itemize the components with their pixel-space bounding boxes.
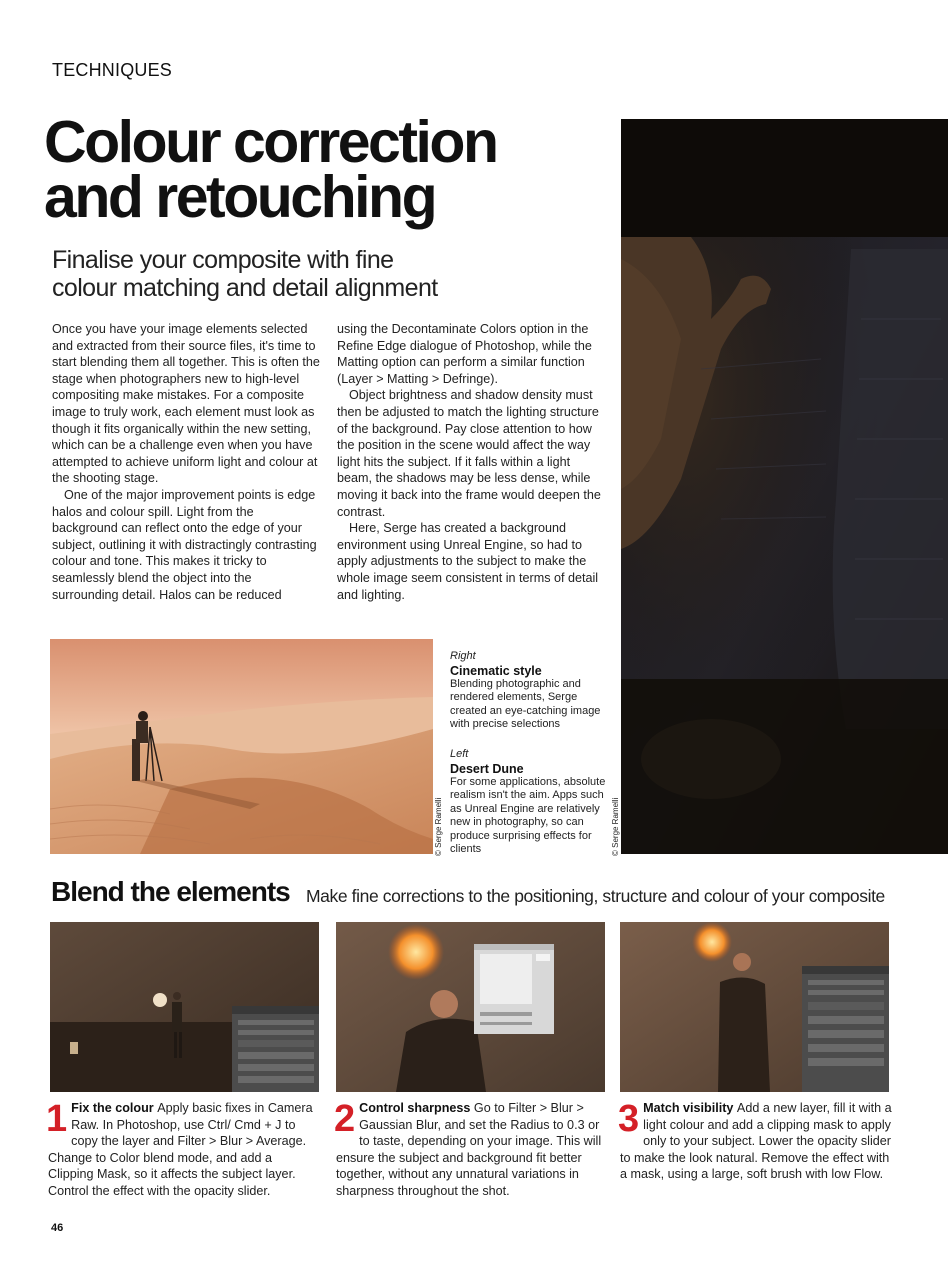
step-2 <box>336 1100 608 1200</box>
page-number: 46 <box>51 1222 64 1234</box>
body-paragraph: Once you have your image elements selected and extracted from their source files, it's time to start blending them all together. This is often the stage when photographers new to high-level compositing make mistakes. For a composite image to truly work, each element must look as though it fits organically within the new setting, which can be a challenge even when you have attempted to achieve uniform light and colour at the shooting stage. <box>52 322 320 486</box>
caption-text: For some applications, absolute realism isn't the aim. Apps such as Unreal Engine are relatively new in photography, so can produce surprising effects for clients <box>450 775 606 855</box>
caption-title: Desert Dune <box>450 761 524 776</box>
photo-credit-desert: © Serge Ramelli <box>434 797 443 856</box>
blend-section-subtitle: Make fine corrections to the positioning, structure and colour of your composite <box>306 886 885 906</box>
body-paragraph: Here, Serge has created a background environment using Unreal Engine, so had to apply adjustments to the subject to make the whole image seem consistent in terms of detail and lighting. <box>337 521 599 602</box>
article-title <box>44 109 604 230</box>
step-number: 2 <box>334 1098 356 1140</box>
step-heading: Control sharpness <box>359 1101 474 1115</box>
body-column-1 <box>52 321 320 603</box>
step-heading: Fix the colour <box>71 1101 158 1115</box>
step-body: Add a new layer, fill it with a light colour and add a clipping mask to apply only to your subject. Lower the opacity slider to make the look natural. Remove the effect with a mask, using a large, soft brush with low Flow. <box>620 1101 892 1182</box>
title-line-1: Colour correction <box>44 109 497 175</box>
step-number: 3 <box>618 1098 640 1140</box>
step-heading: Match visibility <box>643 1101 737 1115</box>
step-1 <box>48 1100 320 1200</box>
body-column-2 <box>337 321 603 603</box>
step-3 <box>620 1100 892 1183</box>
body-paragraph: Object brightness and shadow density must then be adjusted to match the lighting structure of the background. Pay close attention to how the position in the scene would affect the way light hits the subject. If it falls within a light beam, the shadows may be less dense, while moving it back into the frame would deepen the contrast. <box>337 388 601 519</box>
body-paragraph: One of the major improvement points is edge halos and colour spill. Light from the background can reflect onto the edge of your subject, outlining it with distractingly contrasting colour and tone. This makes it tricky to seamlessly blend the object into the surrounding detail. Halos can be reduced <box>52 487 317 602</box>
caption-text: Blending photographic and rendered elements, Serge created an eye-catching image with precise selections <box>450 677 601 730</box>
hero-photo-cinematic <box>621 119 948 854</box>
desert-dune-photo <box>50 639 433 854</box>
section-label: TECHNIQUES <box>52 60 173 80</box>
step-number: 1 <box>46 1098 68 1140</box>
step-body: Go to Filter > Blur > Gaussian Blur, and set the Radius to 0.3 or to taste, depending on your image. This will ensure the subject and background fit better together, without any unnatural variations in sharpness throughout the shot. <box>336 1101 602 1198</box>
blend-section-title: Blend the elements <box>51 876 290 907</box>
photo-credit-hero: © Serge Ramelli <box>611 797 620 856</box>
caption-right <box>450 650 610 732</box>
caption-left <box>450 748 610 857</box>
step-3-screenshot <box>620 922 889 1092</box>
step-1-screenshot <box>50 922 319 1092</box>
article-subtitle <box>52 246 612 302</box>
title-line-2: and retouching <box>44 164 436 230</box>
caption-title: Cinematic style <box>450 663 542 678</box>
body-paragraph: using the Decontaminate Colors option in the Refine Edge dialogue of Photoshop, while the Matting option can perform a similar function (Layer > Matting > Defringe). <box>337 322 592 386</box>
subtitle-line-1: Finalise your composite with fine <box>52 246 394 274</box>
caption-direction: Left <box>450 748 469 760</box>
step-2-screenshot <box>336 922 605 1092</box>
caption-direction: Right <box>450 650 476 662</box>
subtitle-line-2: colour matching and detail alignment <box>52 274 438 302</box>
step-body: Apply basic fixes in Camera Raw. In Photoshop, use Ctrl/ Cmd + J to copy the layer and Filter > Blur > Average. Change to Color blend mode, and add a Clipping Mask, so it affects the subject layer. Control the effect with the opacity slider. <box>48 1101 313 1198</box>
